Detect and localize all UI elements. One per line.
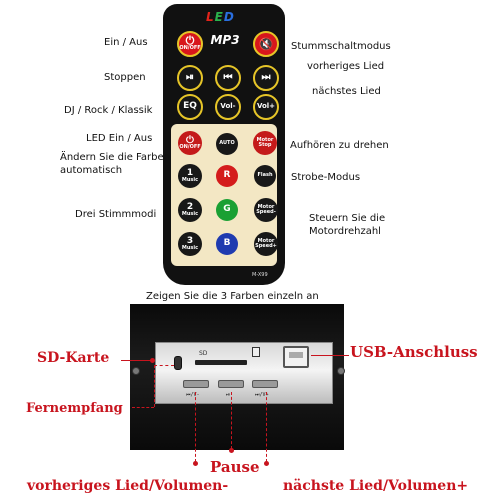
device-play-caption: ⏯ bbox=[226, 392, 231, 398]
blue-button[interactable]: B bbox=[216, 233, 238, 255]
device-next-caption: ⏭/V+ bbox=[255, 392, 269, 398]
label-drei-stimm: Drei Stimmmodi bbox=[75, 209, 157, 220]
music3-button[interactable]: 3 Music bbox=[178, 232, 202, 256]
mute-button[interactable] bbox=[253, 31, 279, 57]
usb-callout-line bbox=[311, 355, 349, 356]
label-naechstes: nächstes Lied bbox=[312, 86, 381, 97]
motor-stop-button[interactable]: Motor Stop bbox=[253, 131, 277, 155]
device-prev-caption: ⏮/V- bbox=[186, 392, 200, 398]
ir-callout-vline bbox=[154, 365, 155, 407]
label-motordrehzahl: Steuern Sie die Motordrehzahl bbox=[309, 213, 386, 237]
vol-up-button[interactable]: Vol+ bbox=[253, 94, 279, 120]
green-button[interactable]: G bbox=[216, 199, 238, 221]
next-callout-line bbox=[266, 392, 267, 462]
label-ein-aus: Ein / Aus bbox=[104, 37, 148, 48]
sd-card-slot[interactable] bbox=[195, 360, 247, 365]
label-vorheriges: vorheriges Lied bbox=[307, 61, 385, 72]
label-strobe: Strobe-Modus bbox=[291, 172, 361, 183]
led-power-button[interactable]: ⏻ ON/OFF bbox=[178, 131, 202, 155]
model-label: M-X99 bbox=[252, 272, 268, 278]
prev-callout-line bbox=[195, 392, 196, 462]
ir-receiver bbox=[174, 356, 182, 370]
sd-callout-dot bbox=[150, 358, 155, 363]
device-play-button[interactable] bbox=[218, 380, 244, 388]
label-fernempfang: Fernempfang bbox=[26, 401, 123, 416]
music2-button[interactable]: 2 Music bbox=[178, 198, 202, 222]
motor-speed-plus-button[interactable]: Motor Speed+ bbox=[254, 232, 278, 256]
label-aufhoeren: Aufhören zu drehen bbox=[290, 140, 389, 151]
usb-port-inner bbox=[289, 352, 303, 358]
caption-three-colors: Zeigen Sie die 3 Farben einzeln an bbox=[146, 291, 319, 302]
label-next-vol: nächste Lied/Volumen+ bbox=[283, 478, 469, 494]
flash-button[interactable]: Flash bbox=[254, 165, 276, 187]
previous-icon: ⏮ bbox=[223, 71, 233, 83]
next-button[interactable] bbox=[253, 65, 279, 91]
play-pause-icon: ⏯ bbox=[186, 71, 194, 83]
label-stoppen: Stoppen bbox=[104, 72, 146, 83]
device-prev-button[interactable] bbox=[183, 380, 209, 388]
next-callout-dot bbox=[264, 461, 269, 466]
mp3-label: MP3 bbox=[210, 33, 240, 47]
red-button[interactable]: R bbox=[216, 165, 238, 187]
next-icon: ⏭ bbox=[261, 71, 271, 83]
prev-callout-dot bbox=[193, 461, 198, 466]
power-icon: ⏻ bbox=[185, 34, 195, 48]
screw-left bbox=[132, 367, 140, 375]
mute-icon: 🔇 bbox=[258, 36, 274, 51]
play-pause-button[interactable] bbox=[177, 65, 203, 91]
eq-button[interactable]: EQ bbox=[177, 94, 203, 120]
device-next-button[interactable] bbox=[252, 380, 278, 388]
led-logo: LED bbox=[206, 10, 235, 24]
music1-button[interactable]: 1 Music bbox=[178, 164, 202, 188]
label-usb: USB-Anschluss bbox=[350, 343, 478, 361]
ir-callout-hline-2 bbox=[132, 407, 154, 408]
label-sd-karte: SD-Karte bbox=[37, 350, 110, 366]
label-pause: Pause bbox=[210, 458, 260, 476]
previous-button[interactable] bbox=[215, 65, 241, 91]
screw-right bbox=[337, 367, 345, 375]
sd-card-icon bbox=[252, 347, 260, 357]
auto-button[interactable]: AUTO bbox=[216, 133, 238, 155]
label-stumm: Stummschaltmodus bbox=[291, 41, 391, 52]
power-icon: ⏻ bbox=[186, 134, 194, 146]
label-dj-rock: DJ / Rock / Klassik bbox=[64, 105, 153, 116]
label-prev-vol: vorheriges Lied/Volumen- bbox=[27, 478, 229, 494]
label-led-ein-aus: LED Ein / Aus bbox=[86, 133, 153, 144]
power-button[interactable]: ⏻ ON/OFF bbox=[177, 31, 203, 57]
sd-label: SD bbox=[199, 350, 208, 357]
ir-callout-hline bbox=[154, 365, 174, 366]
motor-speed-minus-button[interactable]: Motor Speed- bbox=[254, 198, 278, 222]
vol-down-button[interactable]: Vol- bbox=[215, 94, 241, 120]
pause-callout-dot bbox=[229, 448, 234, 453]
label-farben-auto: Ändern Sie die Farben automatisch bbox=[60, 152, 170, 176]
sd-callout-line bbox=[121, 360, 151, 361]
pause-callout-line bbox=[231, 392, 232, 449]
